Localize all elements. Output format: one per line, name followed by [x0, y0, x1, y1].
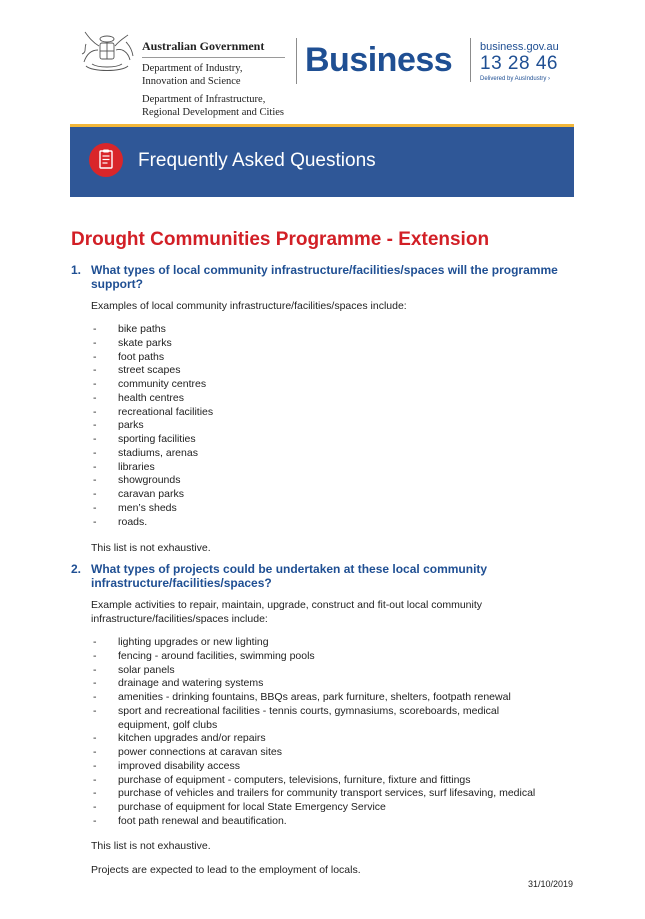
- faq-banner: [70, 127, 574, 197]
- divider: [470, 38, 471, 82]
- list-item-text: power connections at caravan sites: [118, 746, 283, 758]
- list-item: [71, 337, 571, 351]
- list-item-text: health centres: [118, 391, 184, 404]
- question-1: [71, 263, 571, 555]
- dash-marker: -: [93, 759, 97, 772]
- dash-marker: -: [93, 636, 97, 648]
- list-item-text: fencing - around facilities, swimming pools: [118, 649, 315, 662]
- list-item: [71, 664, 571, 678]
- dash-marker: -: [93, 488, 97, 500]
- list-item: [71, 474, 571, 488]
- dash-marker: -: [93, 732, 97, 745]
- question-note: This list is not exhaustive.: [91, 542, 211, 555]
- list-item-text: men’s sheds: [118, 501, 177, 514]
- list-item-text: sporting facilities: [118, 433, 196, 445]
- question-heading-line: support?: [91, 277, 143, 291]
- dash-marker: -: [93, 350, 97, 363]
- list-item-text: bike paths: [118, 323, 166, 335]
- list-item: [71, 323, 571, 337]
- list-item-continuation: [71, 719, 571, 733]
- list-item: [71, 433, 571, 447]
- list-item: [71, 774, 571, 788]
- list-item-text: purchase of equipment for local State Emergency Service: [118, 801, 386, 813]
- list-item: [71, 364, 571, 378]
- clipboard-icon: [89, 143, 123, 177]
- dash-marker: -: [93, 691, 97, 703]
- dash-marker: -: [93, 773, 97, 786]
- list-item-text: skate parks: [118, 336, 172, 349]
- list-item: [71, 516, 571, 530]
- list-item: [71, 732, 571, 746]
- list-item: [71, 677, 571, 691]
- list-item-text: drainage and watering systems: [118, 677, 264, 690]
- list-item: [71, 636, 571, 650]
- delivered-by: Delivered by AusIndustry ›: [480, 76, 551, 82]
- dept2-line2: Regional Development and Cities: [142, 107, 285, 118]
- document-date: 31/10/2019: [528, 879, 574, 889]
- list-item: [71, 351, 571, 365]
- list-item-text: community centres: [118, 378, 207, 390]
- question-heading-line: What types of projects could be undertaken at these local community: [91, 562, 488, 576]
- dash-marker: -: [93, 474, 97, 487]
- list-item-text: purchase of vehicles and trailers for community transport services, surf lifesaving, medical: [118, 787, 536, 800]
- banner-title: Frequently Asked Questions: [138, 150, 376, 171]
- dash-marker: -: [93, 460, 97, 473]
- list-item: [71, 705, 571, 719]
- list-item-text: libraries: [118, 460, 155, 473]
- page-title: Drought Communities Programme - Extension: [71, 229, 490, 250]
- list-item-text: caravan parks: [118, 488, 184, 500]
- dash-marker: -: [93, 323, 97, 335]
- list-item-text: parks: [118, 419, 144, 432]
- question-heading-line: infrastructure/facilities/spaces?: [91, 576, 272, 590]
- list-item: [71, 461, 571, 475]
- dash-marker: -: [93, 419, 97, 432]
- government-branding: [142, 39, 287, 119]
- list-item-text: amenities - drinking fountains, BBQs areas, park furniture, shelters, footpath renewal: [118, 691, 511, 703]
- coat-of-arms-icon: [78, 30, 136, 74]
- answer-list: [71, 323, 571, 529]
- list-item-text: recreational facilities: [118, 405, 214, 418]
- list-item-text: sport and recreational facilities - tennis courts, gymnasiums, scoreboards, medical: [118, 704, 500, 717]
- list-item-text: purchase of equipment - computers, televisions, furniture, fixture and fittings: [118, 773, 471, 786]
- list-item: [71, 691, 571, 705]
- question-intro: Examples of local community infrastructure/facilities/spaces include:: [91, 300, 407, 312]
- business-logo: Business: [305, 41, 453, 79]
- list-item: [71, 488, 571, 502]
- dash-marker: -: [93, 336, 97, 349]
- question-note: This list is not exhaustive.: [91, 839, 211, 852]
- gov-title: Australian Government: [142, 39, 265, 53]
- list-item-text: equipment, golf clubs: [118, 718, 218, 731]
- question-heading: [71, 263, 571, 291]
- list-item: [71, 419, 571, 433]
- divider: [296, 38, 297, 84]
- list-item: [71, 787, 571, 801]
- list-item: [71, 650, 571, 664]
- dash-marker: -: [93, 446, 97, 459]
- dash-marker: -: [93, 433, 97, 445]
- question-intro-line: infrastructure/facilities/spaces include:: [91, 613, 268, 625]
- page-header: [0, 0, 645, 124]
- list-item: [71, 406, 571, 420]
- dash-marker: -: [93, 704, 97, 717]
- list-item-text: kitchen upgrades and/or repairs: [118, 732, 266, 745]
- list-item-text: showgrounds: [118, 474, 181, 487]
- dash-marker: -: [93, 649, 97, 662]
- divider: [142, 57, 285, 58]
- dash-marker: -: [93, 391, 97, 404]
- dash-marker: -: [93, 515, 97, 528]
- list-item: [71, 815, 571, 829]
- dash-marker: -: [93, 801, 97, 813]
- question-note: Projects are expected to lead to the employment of locals.: [91, 863, 361, 876]
- question-2: [71, 562, 571, 877]
- list-item: [71, 392, 571, 406]
- phone-number: 13 28 46: [480, 53, 558, 74]
- dept1-line2: Innovation and Science: [142, 76, 241, 87]
- dash-marker: -: [93, 378, 97, 390]
- dash-marker: -: [93, 787, 97, 800]
- list-item: [71, 502, 571, 516]
- list-item: [71, 801, 571, 815]
- question-heading-line: What types of local community infrastructure/facilities/spaces will the programme: [91, 263, 558, 277]
- question-intro-line: Example activities to repair, maintain, upgrade, construct and fit-out local community: [91, 599, 483, 611]
- dash-marker: -: [93, 405, 97, 418]
- dash-marker: -: [93, 746, 97, 758]
- dash-marker: -: [93, 663, 97, 676]
- dash-marker: -: [93, 364, 97, 377]
- dash-marker: -: [93, 677, 97, 690]
- list-item-text: stadiums, arenas: [118, 446, 198, 459]
- list-item-text: solar panels: [118, 663, 175, 676]
- question-number: 1.: [71, 263, 82, 277]
- list-item: [71, 760, 571, 774]
- dept2-line1: Department of Infrastructure,: [142, 94, 266, 105]
- list-item-text: roads.: [118, 515, 148, 528]
- list-item-text: foot path renewal and beautification.: [118, 814, 287, 827]
- list-item-text: lighting upgrades or new lighting: [118, 636, 269, 648]
- list-item: [71, 746, 571, 760]
- list-item-text: foot paths: [118, 350, 165, 363]
- dash-marker: -: [93, 814, 97, 827]
- answer-list: [71, 636, 571, 829]
- question-intro: [91, 598, 571, 626]
- dept1-line1: Department of Industry,: [142, 63, 243, 74]
- list-item: [71, 447, 571, 461]
- list-item: [71, 378, 571, 392]
- website-url: business.gov.au: [480, 41, 559, 53]
- question-heading: [71, 562, 571, 590]
- list-item-text: street scapes: [118, 364, 181, 377]
- list-item-text: improved disability access: [118, 759, 240, 772]
- question-number: 2.: [71, 562, 82, 576]
- dash-marker: -: [93, 501, 97, 514]
